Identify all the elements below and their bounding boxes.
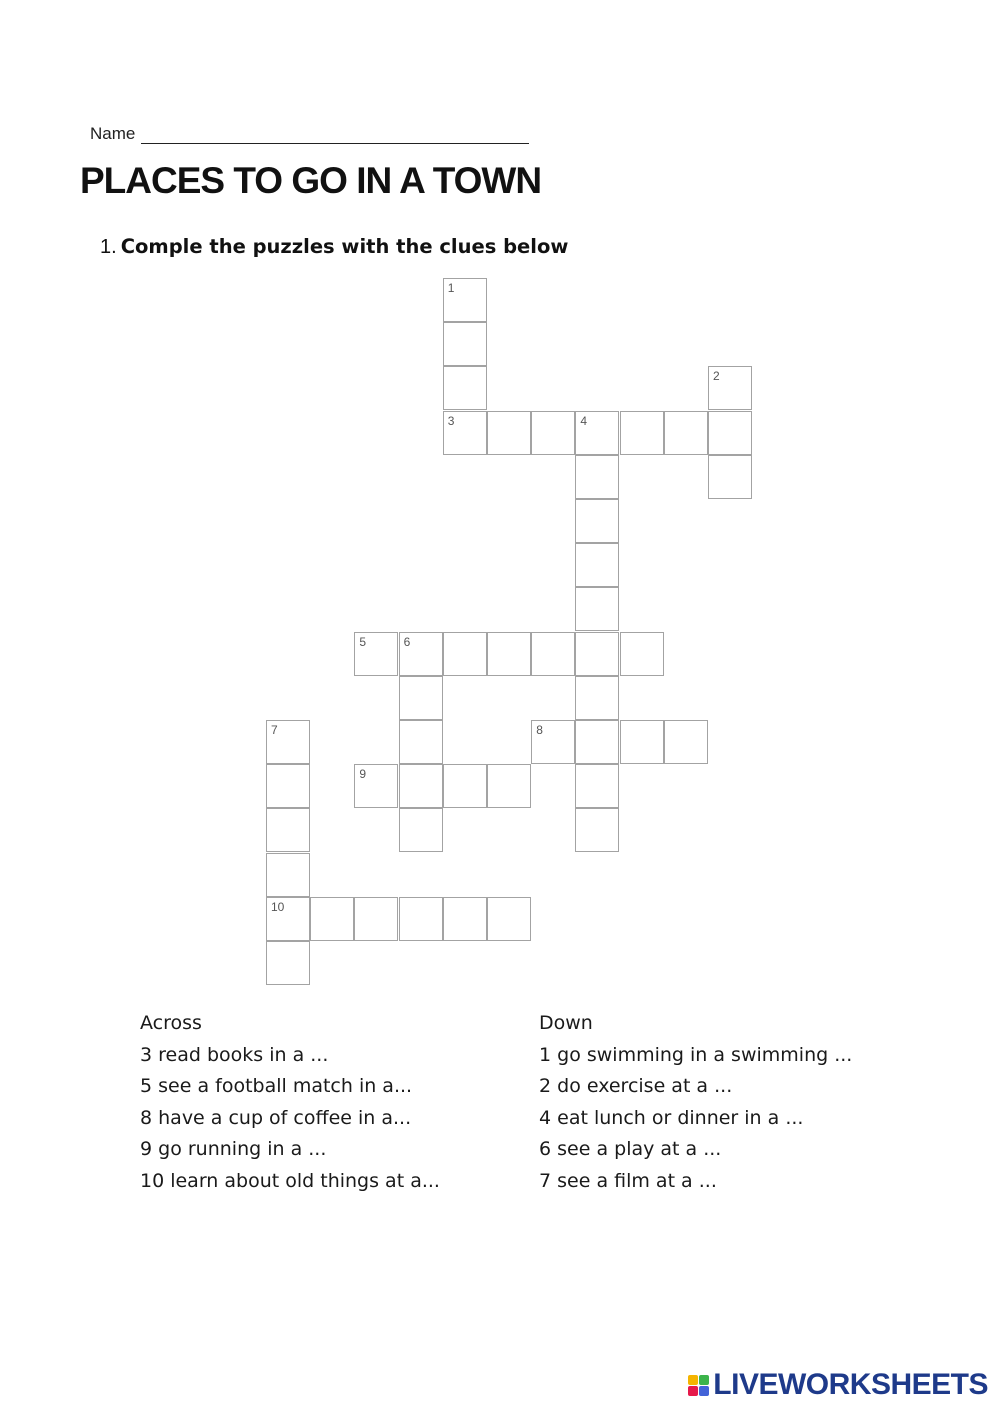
logo-square [699, 1375, 709, 1385]
crossword-cell[interactable] [443, 411, 487, 455]
logo-icon [688, 1375, 709, 1396]
down-heading: Down [539, 1012, 593, 1034]
logo-square [688, 1375, 698, 1385]
crossword-cell[interactable] [399, 808, 443, 852]
crossword-cell[interactable] [575, 808, 619, 852]
cell-number: 3 [447, 413, 455, 428]
crossword-cell[interactable] [443, 366, 487, 410]
cell-number: 6 [403, 634, 411, 649]
crossword-cell[interactable] [443, 322, 487, 366]
cell-number: 4 [580, 413, 588, 428]
crossword-cell[interactable] [531, 720, 575, 764]
crossword-cell[interactable] [354, 897, 398, 941]
crossword-cell[interactable] [575, 676, 619, 720]
across-clue: 9 go running in a ... [140, 1138, 327, 1160]
crossword-cell[interactable] [399, 632, 443, 676]
crossword-cell[interactable] [399, 897, 443, 941]
crossword-cell[interactable] [708, 455, 752, 499]
crossword-cell[interactable] [575, 499, 619, 543]
crossword-cell[interactable] [487, 897, 531, 941]
crossword-cell[interactable] [354, 632, 398, 676]
crossword-cell[interactable] [531, 411, 575, 455]
crossword-cell[interactable] [708, 411, 752, 455]
crossword-cell[interactable] [266, 764, 310, 808]
logo-square [699, 1386, 709, 1396]
crossword-cell[interactable] [575, 720, 619, 764]
crossword-cell[interactable] [575, 455, 619, 499]
down-clue: 1 go swimming in a swimming ... [539, 1043, 853, 1066]
crossword-cell[interactable] [487, 411, 531, 455]
crossword-cell[interactable] [575, 543, 619, 587]
crossword-cell[interactable] [620, 411, 664, 455]
cell-number: 10 [271, 899, 285, 914]
logo-square [688, 1386, 698, 1396]
crossword-cell[interactable] [575, 411, 619, 455]
across-clue: 8 have a cup of coffee in a... [140, 1106, 412, 1129]
cell-number: 2 [713, 369, 720, 384]
crossword-cell[interactable] [443, 897, 487, 941]
cell-number: 8 [536, 723, 543, 737]
crossword-cell[interactable] [531, 632, 575, 676]
crossword-cell[interactable] [266, 941, 310, 985]
crossword-cell[interactable] [575, 587, 619, 631]
down-clue: 4 eat lunch or dinner in a ... [539, 1106, 804, 1129]
instruction-number: 1. [100, 236, 117, 258]
crossword-cell[interactable] [399, 764, 443, 808]
page-title: PLACES TO GO IN A TOWN [80, 160, 542, 201]
crossword-cell[interactable] [620, 720, 664, 764]
name-field [90, 124, 529, 144]
crossword-cell[interactable] [354, 764, 398, 808]
crossword-cell[interactable] [266, 720, 310, 764]
crossword-cell[interactable] [399, 676, 443, 720]
crossword-cell[interactable] [664, 720, 708, 764]
name-input-line[interactable] [141, 125, 529, 144]
down-clue: 2 do exercise at a ... [539, 1075, 733, 1097]
crossword-cell[interactable] [443, 632, 487, 676]
liveworksheets-logo [688, 1368, 988, 1402]
crossword-cell[interactable] [399, 720, 443, 764]
logo-text: LIVEWORKSHEETS [713, 1368, 988, 1401]
across-clues [140, 1008, 440, 1197]
crossword-cell[interactable] [443, 278, 487, 322]
cell-number: 5 [359, 634, 367, 649]
crossword-cell[interactable] [487, 764, 531, 808]
crossword-cell[interactable] [620, 632, 664, 676]
name-label: Name [90, 124, 136, 143]
crossword-cell[interactable] [487, 632, 531, 676]
cell-number: 1 [447, 281, 455, 295]
down-clue: 7 see a film at a ... [539, 1169, 717, 1192]
cell-number: 7 [271, 723, 278, 737]
across-clue: 10 learn about old things at a... [140, 1169, 440, 1192]
instruction [100, 235, 568, 259]
crossword-cell[interactable] [575, 764, 619, 808]
crossword-cell[interactable] [310, 897, 354, 941]
down-clue: 6 see a play at a ... [539, 1138, 722, 1160]
crossword-cell[interactable] [664, 411, 708, 455]
across-clue: 3 read books in a ... [140, 1043, 329, 1066]
across-heading: Across [140, 1012, 202, 1034]
instruction-text: Comple the puzzles with the clues below [120, 235, 569, 258]
crossword-cell[interactable] [266, 808, 310, 852]
across-clue: 5 see a football match in a... [140, 1075, 413, 1097]
crossword-cell[interactable] [443, 764, 487, 808]
crossword-cell[interactable] [575, 632, 619, 676]
cell-number: 9 [359, 767, 367, 782]
crossword-cell[interactable] [266, 853, 310, 897]
down-clues [539, 1008, 852, 1197]
crossword-cell[interactable] [708, 366, 752, 410]
crossword-cell[interactable] [266, 897, 310, 941]
